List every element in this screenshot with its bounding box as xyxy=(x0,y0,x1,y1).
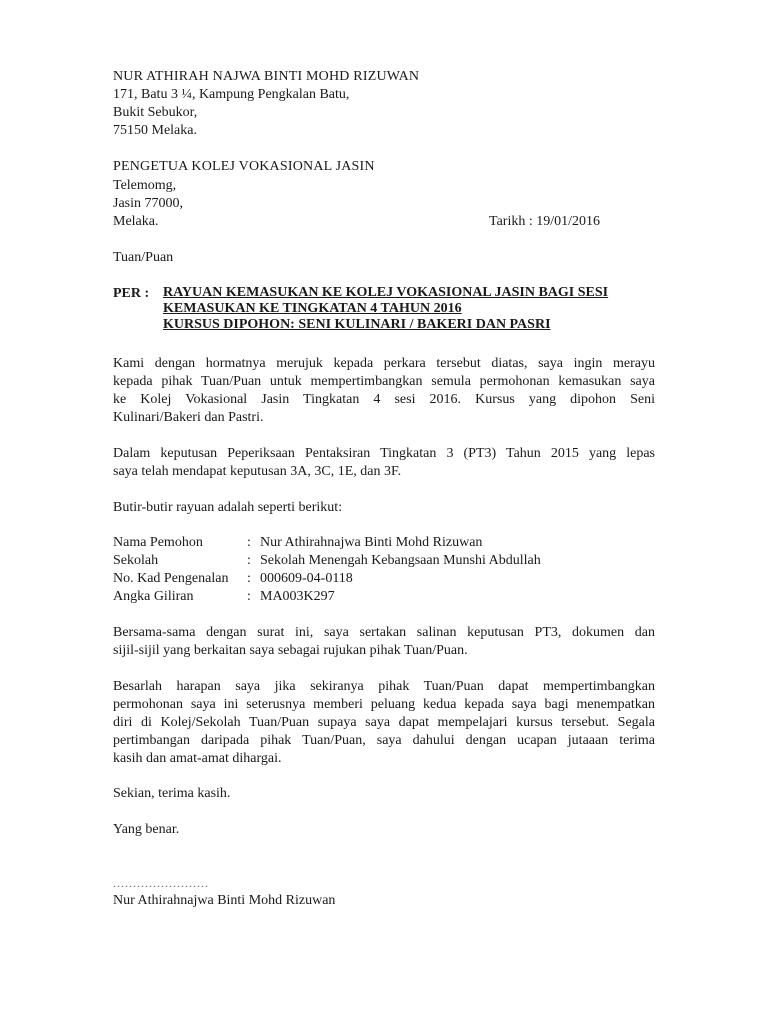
paragraph-line: Dalam keputusan Peperiksaan Pentaksiran Tingkatan 3 (PT3) Tahun 2015 yang lepas xyxy=(113,446,655,461)
detail-value: MA003K297 xyxy=(260,589,335,604)
detail-colon: : xyxy=(247,535,251,550)
recipient-address-line: Jasin 77000, xyxy=(113,196,183,211)
paragraph-intro xyxy=(113,355,655,427)
sender-address-line: Bukit Sebukor, xyxy=(113,105,198,120)
paragraph-line: saya telah mendapat keputusan 3A, 3C, 1E, dan 3F. xyxy=(113,464,402,479)
paragraph-line: kasih dan amat-amat dihargai. xyxy=(113,751,282,766)
paragraph-line: diri di Kolej/Sekolah Tuan/Puan supaya saya dapat mempelajari kursus tersebut. Segala xyxy=(113,715,655,730)
paragraph-results xyxy=(113,445,655,481)
closing-yours: Yang benar. xyxy=(113,822,180,837)
closing-thanks: Sekian, terima kasih. xyxy=(113,786,231,801)
detail-colon: : xyxy=(247,589,251,604)
paragraph-attachments xyxy=(113,624,655,660)
subject-line: KURSUS DIPOHON: SENI KULINARI / BAKERI DAN PASRI xyxy=(163,317,551,332)
paragraph-line: sijil-sijil yang berkaitan saya sebagai rujukan pihak Tuan/Puan. xyxy=(113,643,468,658)
detail-label: Angka Giliran xyxy=(113,589,194,604)
recipient-title: PENGETUA KOLEJ VOKASIONAL JASIN xyxy=(113,159,375,174)
signature-name: Nur Athirahnajwa Binti Mohd Rizuwan xyxy=(113,893,336,908)
subject-label: PER : xyxy=(113,286,150,301)
detail-label: Sekolah xyxy=(113,553,159,568)
detail-label: No. Kad Pengenalan xyxy=(113,571,229,586)
paragraph-line: ke Kolej Vokasional Jasin Tingkatan 4 sesi 2016. Kursus yang dipohon Seni xyxy=(113,392,655,407)
paragraph-line: pertimbangan daripada pihak Tuan/Puan, saya dahului dengan ucapan jutaaan terima xyxy=(113,733,655,748)
paragraph-line: Besarlah harapan saya jika sekiranya pihak Tuan/Puan dapat mempertimbangkan xyxy=(113,679,655,694)
paragraph-line: kepada pihak Tuan/Puan untuk mempertimbangkan semula permohonan kemasukan saya xyxy=(113,374,655,389)
detail-colon: : xyxy=(247,553,251,568)
sender-address-line: 75150 Melaka. xyxy=(113,123,197,138)
detail-value: 000609-04-0118 xyxy=(260,571,353,586)
detail-value: Nur Athirahnajwa Binti Mohd Rizuwan xyxy=(260,535,483,550)
paragraph-line: Kami dengan hormatnya merujuk kepada perkara tersebut diatas, saya ingin merayu xyxy=(113,356,655,371)
signature-line: ........................ xyxy=(113,876,209,890)
paragraph-line: Bersama-sama dengan surat ini, saya sertakan salinan keputusan PT3, dokumen dan xyxy=(113,625,655,640)
subject-lines xyxy=(163,285,608,333)
recipient-address-line: Melaka. xyxy=(113,214,159,229)
sender-name: NUR ATHIRAH NAJWA BINTI MOHD RIZUWAN xyxy=(113,69,420,84)
paragraph-details-intro: Butir-butir rayuan adalah seperti berikut: xyxy=(113,500,343,515)
paragraph-line: Kulinari/Bakeri dan Pastri. xyxy=(113,410,264,425)
detail-label: Nama Pemohon xyxy=(113,535,203,550)
subject-line: KEMASUKAN KE TINGKATAN 4 TAHUN 2016 xyxy=(163,301,462,316)
recipient-address-line: Telemomg, xyxy=(113,178,177,193)
salutation: Tuan/Puan xyxy=(113,250,174,265)
sender-address-line: 171, Batu 3 ¼, Kampung Pengkalan Batu, xyxy=(113,87,350,102)
letter-date: Tarikh : 19/01/2016 xyxy=(489,214,601,229)
detail-colon: : xyxy=(247,571,251,586)
subject-line: RAYUAN KEMASUKAN KE KOLEJ VOKASIONAL JASIN BAGI SESI xyxy=(163,285,609,300)
paragraph-request xyxy=(113,678,655,768)
paragraph-line: permohonan saya ini seterusnya memberi peluang kedua kepada saya bagi menempatkan xyxy=(113,697,655,712)
detail-value: Sekolah Menengah Kebangsaan Munshi Abdullah xyxy=(260,553,541,568)
